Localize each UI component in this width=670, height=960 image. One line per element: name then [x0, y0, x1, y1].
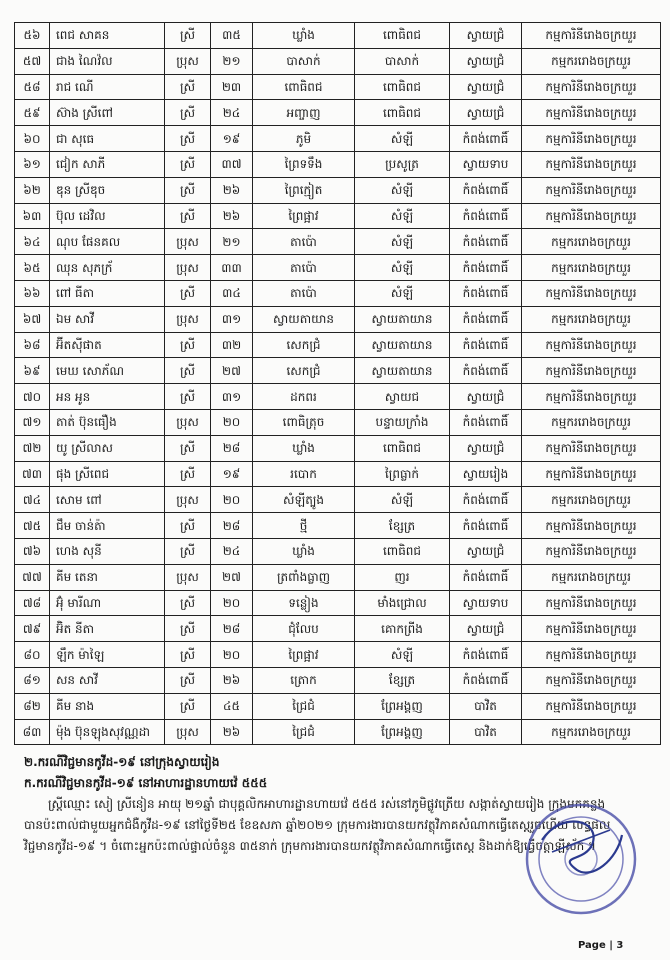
table-cell: ៦៣ — [15, 203, 50, 229]
table-row — [15, 203, 661, 229]
table-cell: ស្វាយតាយាន — [253, 306, 355, 332]
table-cell: ប្រុស — [165, 306, 211, 332]
table-cell: ជឹម ចាន់ត៉ា — [50, 513, 165, 539]
table-row — [15, 177, 661, 203]
table-cell: កម្មការិនីរោងចក្រយួរ — [522, 332, 661, 358]
table-row — [15, 23, 661, 49]
table-cell: ២៨ — [211, 616, 253, 642]
official-stamp — [522, 800, 640, 918]
table-cell: ស្រី — [165, 203, 211, 229]
table-cell: ស្រី — [165, 642, 211, 668]
section-heading: ២.ករណីវិជ្ជមានកូវីដ-១៩ នៅក្រុងស្វាយរៀង — [24, 755, 220, 769]
table-cell: កំពង់ពោធិ៍ — [450, 280, 522, 306]
table-cell: ៣១ — [211, 384, 253, 410]
table-cell: កម្មការិនីរោងចក្រយួរ — [522, 384, 661, 410]
table-cell: ៣៥ — [211, 23, 253, 49]
table-cell: ស្វាយជ្រំ — [450, 23, 522, 49]
table-cell: ពោធិពជ — [355, 74, 450, 100]
table-cell: ពោធិពជ — [355, 23, 450, 49]
table-cell: សំឡី — [355, 255, 450, 281]
table-cell: ឃ្លាំង — [253, 23, 355, 49]
table-cell: ស្វាយទាប — [450, 151, 522, 177]
table-cell: ៥៦ — [15, 23, 50, 49]
table-cell: កំពង់ពោធិ៍ — [450, 332, 522, 358]
table-cell: ស្វាយជ្រំ — [450, 538, 522, 564]
table-cell: ពោធិត្រុច — [253, 409, 355, 435]
table-cell: ៦៦ — [15, 280, 50, 306]
table-cell: ពៅ ធីតា — [50, 280, 165, 306]
table-cell: កម្មការិនីរោងចក្រយួរ — [522, 177, 661, 203]
table-cell: ៦៩ — [15, 358, 50, 384]
table-cell: កម្មការិនីរោងចក្រយួរ — [522, 616, 661, 642]
table-cell: ឃ្លាំង — [253, 538, 355, 564]
table-cell: ២៦ — [211, 203, 253, 229]
table-cell: ពេជ សាគន — [50, 23, 165, 49]
table-cell: កម្មកររោងចក្រយួរ — [522, 229, 661, 255]
table-cell: តាប៉ោ — [253, 280, 355, 306]
table-cell: ៣១ — [211, 306, 253, 332]
table-cell: ឃ្លាំង — [253, 435, 355, 461]
table-cell: របោក — [253, 461, 355, 487]
table-cell: កម្មកររោងចក្រយួរ — [522, 487, 661, 513]
table-cell: កម្មការិនីរោងចក្រយួរ — [522, 667, 661, 693]
table-cell: ស្វាយតាយាន — [355, 358, 450, 384]
table-cell: អញ្ចាញ — [253, 100, 355, 126]
table-cell: ស្វាយទាប — [450, 590, 522, 616]
table-cell: បាសាក់ — [355, 48, 450, 74]
table-cell: ២៣ — [211, 74, 253, 100]
table-cell: ៧១ — [15, 409, 50, 435]
table-cell: កំពង់ពោធិ៍ — [450, 203, 522, 229]
table-row — [15, 126, 661, 152]
table-row — [15, 255, 661, 281]
table-cell: កំពង់ពោធិ៍ — [450, 513, 522, 539]
table-cell: កម្មការិនីរោងចក្រយួរ — [522, 280, 661, 306]
table-cell: បាវិត — [450, 693, 522, 719]
table-cell: ២៧ — [211, 358, 253, 384]
table-cell: កម្មកររោងចក្រយួរ — [522, 409, 661, 435]
table-cell: ៨១ — [15, 667, 50, 693]
table-cell: តាត់ ប៊ុនធឿង — [50, 409, 165, 435]
table-cell: ពោធិពជ — [355, 100, 450, 126]
table-cell: ព្រែអង្គញ — [355, 719, 450, 745]
table-cell: ស្រី — [165, 177, 211, 203]
table-cell: ហេង សុនី — [50, 538, 165, 564]
table-cell: ៧៩ — [15, 616, 50, 642]
table-cell: សំឡី — [355, 642, 450, 668]
table-cell: ៧៤ — [15, 487, 50, 513]
table-row — [15, 616, 661, 642]
table-cell: កំពង់ពោធិ៍ — [450, 642, 522, 668]
table-body — [15, 23, 661, 745]
table-cell: ជាង ណៃវ៉ល — [50, 48, 165, 74]
table-cell: កម្មការិនីរោងចក្រយួរ — [522, 151, 661, 177]
table-cell: ២៨ — [211, 513, 253, 539]
table-cell: ប្រុស — [165, 255, 211, 281]
table-row — [15, 151, 661, 177]
table-cell: ថ្មី — [253, 513, 355, 539]
table-cell: កម្មការិនីរោងចក្រយួរ — [522, 461, 661, 487]
table-cell: ស្រី — [165, 23, 211, 49]
table-cell: បាសាក់ — [253, 48, 355, 74]
table-cell: ៣៣ — [211, 255, 253, 281]
table-cell: ស្រី — [165, 461, 211, 487]
table-row — [15, 461, 661, 487]
table-cell: ស្វាយជ្រំ — [450, 384, 522, 410]
table-cell: យូ ស្រីលាស — [50, 435, 165, 461]
table-cell: ព្រៃធ្លាក់ — [355, 461, 450, 487]
table-cell: ៦៨ — [15, 332, 50, 358]
table-cell: ២៤ — [211, 538, 253, 564]
table-cell: ៧០ — [15, 384, 50, 410]
case-paragraph: ស្ត្រីឈ្មោះ សៀ ស្រីនៀន អាយុ ២១ឆ្នាំ ជាបុគ្គលិកអាហារដ្ឋានហាយវ៉េ ៥៥៥ រស់នៅភូមិផ្លូវត្រើយ សង្កាត់ស្វាយរៀង ក្រុងមកគន្លងបានប៉ះពាល់ជាមួយអ្នកជំងឺកូវីដ-១៩ នៅថ្ងៃទី២៥ ខែឧសភា ឆ្នាំ២០២១ ក្រុមការងារបានយកវត្ថុវិភាគសំណាកធ្វើតេស្តរួចហើយ លទ្ធផលវិជ្ជមានកូវីដ-១៩ ។ ចំពោះអ្នកប៉ះពាល់ផ្ទាល់ចំនួន ៣៥នាក់ ក្រុមការងារបានយកវត្ថុវិភាគសំណាកធ្វើតេស្ត និងដាក់ឱ្យធ្វើចត្តាឡីស័ក ។ — [24, 797, 611, 853]
table-cell: ស៊ាង ស្រីពៅ — [50, 100, 165, 126]
table-cell: ២០ — [211, 487, 253, 513]
table-cell: កំពង់ពោធិ៍ — [450, 229, 522, 255]
table-cell: ពោធិពជ — [355, 538, 450, 564]
table-cell: ឡឹក ម៉ាឡៃ — [50, 642, 165, 668]
table-cell: ៧២ — [15, 435, 50, 461]
table-cell: គីម នាង — [50, 693, 165, 719]
table-cell: សេកជ្រំ — [253, 332, 355, 358]
table-cell: កម្មកររោងចក្រយួរ — [522, 564, 661, 590]
table-cell: ខ្សែត្រ — [355, 513, 450, 539]
table-cell: ស្រី — [165, 693, 211, 719]
page-number: Page | 3 — [578, 940, 624, 951]
table-cell: ញរ — [355, 564, 450, 590]
table-cell: មេឃ សោភ័ណ — [50, 358, 165, 384]
table-cell: កម្មការិនីរោងចក្រយួរ — [522, 590, 661, 616]
table-cell: សំឡី — [355, 280, 450, 306]
table-cell: ៦៥ — [15, 255, 50, 281]
table-cell: ២០ — [211, 642, 253, 668]
table-cell: ដកពរ — [253, 384, 355, 410]
table-cell: មាំងជ្រោល — [355, 590, 450, 616]
table-cell: កំពង់ពោធិ៍ — [450, 306, 522, 332]
table-cell: ៧៦ — [15, 538, 50, 564]
table-cell: ៦២ — [15, 177, 50, 203]
table-cell: សំឡី — [355, 229, 450, 255]
table-cell: ស្រី — [165, 100, 211, 126]
table-cell: ស្រី — [165, 616, 211, 642]
table-cell: ២៤ — [211, 100, 253, 126]
table-row — [15, 564, 661, 590]
table-cell: ជៀក សាភី — [50, 151, 165, 177]
table-cell: ២១ — [211, 48, 253, 74]
table-cell: កម្មកររោងចក្រយួរ — [522, 306, 661, 332]
table-cell: ប្រុស — [165, 409, 211, 435]
table-cell: ស្រី — [165, 126, 211, 152]
table-cell: កម្មការិនីរោងចក្រយួរ — [522, 513, 661, 539]
table-cell: ស្វាយជ — [355, 384, 450, 410]
table-cell: ប្រសូត្រ — [355, 151, 450, 177]
table-cell: ស្រី — [165, 538, 211, 564]
table-row — [15, 538, 661, 564]
table-cell: អ៊ុំ មារីណា — [50, 590, 165, 616]
table-row — [15, 590, 661, 616]
table-cell: ៥៧ — [15, 48, 50, 74]
table-cell: ស្រី — [165, 513, 211, 539]
table-cell: ២៨ — [211, 435, 253, 461]
table-cell: ស្រី — [165, 435, 211, 461]
table-cell: សេកជ្រំ — [253, 358, 355, 384]
table-cell: រាជ ណើ — [50, 74, 165, 100]
table-cell: ពោធិពជ — [253, 74, 355, 100]
table-cell: កម្មការិនីរោងចក្រយួរ — [522, 435, 661, 461]
table-cell: សំឡី — [355, 487, 450, 513]
table-cell: កំពង់ពោធិ៍ — [450, 126, 522, 152]
table-cell: ៦៧ — [15, 306, 50, 332]
table-cell: កម្មការិនីរោងចក្រយួរ — [522, 23, 661, 49]
table-cell: ព្រៃក្មៀត — [253, 177, 355, 203]
table-cell: ស្វាយតាយាន — [355, 306, 450, 332]
table-cell: កំពង់ពោធិ៍ — [450, 667, 522, 693]
table-cell: សំឡី — [355, 177, 450, 203]
table-row — [15, 667, 661, 693]
table-cell: ៧៧ — [15, 564, 50, 590]
table-cell: ៧៨ — [15, 590, 50, 616]
table-cell: ឈុន សុភក្រ័ — [50, 255, 165, 281]
table-cell: ព្រែអង្គញ — [355, 693, 450, 719]
table-row — [15, 306, 661, 332]
table-cell: ត្រោក — [253, 667, 355, 693]
table-cell: ឯម សាវី — [50, 306, 165, 332]
table-cell: ៦០ — [15, 126, 50, 152]
table-cell: ២៧ — [211, 564, 253, 590]
table-cell: ៣៤ — [211, 280, 253, 306]
table-row — [15, 435, 661, 461]
table-cell: កម្មការិនីរោងចក្រយួរ — [522, 203, 661, 229]
table-cell: ស្រី — [165, 358, 211, 384]
table-cell: ២០ — [211, 409, 253, 435]
table-cell: ពោធិពជ — [355, 435, 450, 461]
table-cell: ៣២ — [211, 332, 253, 358]
table-cell: ជុំលែប — [253, 616, 355, 642]
table-cell: ៥៨ — [15, 74, 50, 100]
table-cell: ប្រុស — [165, 48, 211, 74]
table-cell: ៧៥ — [15, 513, 50, 539]
table-cell: សោម ពៅ — [50, 487, 165, 513]
table-row — [15, 280, 661, 306]
table-cell: សំឡីត្បូង — [253, 487, 355, 513]
table-cell: ត្រពាំងធ្លាញ — [253, 564, 355, 590]
table-row — [15, 358, 661, 384]
table-cell: កម្មការិនីរោងចក្រយួរ — [522, 642, 661, 668]
table-cell: ១៩ — [211, 461, 253, 487]
table-cell: ជ្រៃជំ — [253, 719, 355, 745]
table-cell: ២១ — [211, 229, 253, 255]
table-cell: កំពង់ពោធិ៍ — [450, 487, 522, 513]
table-cell: ស្វាយជ្រំ — [450, 100, 522, 126]
table-cell: កម្មកររោងចក្រយួរ — [522, 255, 661, 281]
table-cell: ខ្សែត្រ — [355, 667, 450, 693]
subsection-heading: ក.ករណីវិជ្ជមានកូវីដ-១៩ នៅអាហារដ្ឋានហាយវ៉េ ៥៥៥ — [24, 776, 268, 790]
table-cell: ស្រី — [165, 74, 211, 100]
table-cell: កំពង់ពោធិ៍ — [450, 358, 522, 384]
table-cell: ១៩ — [211, 126, 253, 152]
table-row — [15, 513, 661, 539]
table-cell: អ៊ីតស៊ីផាត — [50, 332, 165, 358]
table-cell: ភូមិ — [253, 126, 355, 152]
table-cell: កំពង់ពោធិ៍ — [450, 409, 522, 435]
table-cell: កម្មការិនីរោងចក្រយួរ — [522, 74, 661, 100]
table-cell: ស្រី — [165, 384, 211, 410]
table-cell: គោកព្រីង — [355, 616, 450, 642]
table-cell: ប្រុស — [165, 229, 211, 255]
table-cell: ជា សុធេ — [50, 126, 165, 152]
table-cell: ស្វាយជ្រំ — [450, 435, 522, 461]
table-row — [15, 74, 661, 100]
table-cell: ប្រុស — [165, 487, 211, 513]
table-cell: កំពង់ពោធិ៍ — [450, 564, 522, 590]
table-cell: ស្រី — [165, 151, 211, 177]
table-cell: ព្រៃទទឹង — [253, 151, 355, 177]
table-cell: អ៊ិត នីតា — [50, 616, 165, 642]
table-cell: កំពង់ពោធិ៍ — [450, 177, 522, 203]
table-row — [15, 409, 661, 435]
table-cell: ស្វាយតាយាន — [355, 332, 450, 358]
table-cell: ឌុន ស្រីឌុច — [50, 177, 165, 203]
table-row — [15, 229, 661, 255]
table-cell: សន សាវី — [50, 667, 165, 693]
table-cell: ព្រៃផ្អាវ — [253, 203, 355, 229]
table-cell: កំពង់ពោធិ៍ — [450, 255, 522, 281]
table-cell: បន្ទាយក្រាំង — [355, 409, 450, 435]
table-cell: ម៉ុង ប៊ុនឡុងសុវណ្ណដា — [50, 719, 165, 745]
table-cell: កម្មការិនីរោងចក្រយួរ — [522, 126, 661, 152]
table-row — [15, 332, 661, 358]
table-row — [15, 384, 661, 410]
table-cell: ៧៣ — [15, 461, 50, 487]
table-cell: កម្មការិនីរោងចក្រយួរ — [522, 538, 661, 564]
table-cell: ស្វាយជ្រំ — [450, 74, 522, 100]
table-cell: កម្មការិនីរោងចក្រយួរ — [522, 693, 661, 719]
table-cell: កម្មការិនីរោងចក្រយួរ — [522, 100, 661, 126]
table-cell: ប្រុស — [165, 719, 211, 745]
table-cell: ៨៣ — [15, 719, 50, 745]
table-cell: សំឡី — [355, 203, 450, 229]
table-cell: ស្វាយជ្រំ — [450, 48, 522, 74]
table-cell: ស្រី — [165, 332, 211, 358]
table-row — [15, 719, 661, 745]
table-row — [15, 100, 661, 126]
table-cell: ផុង ស្រីពេជ — [50, 461, 165, 487]
table-cell: ទន្លៀង — [253, 590, 355, 616]
table-cell: ២៦ — [211, 719, 253, 745]
table-cell: ជ្រៃជំ — [253, 693, 355, 719]
table-cell: កម្មកររោងចក្រយួរ — [522, 48, 661, 74]
table-cell: ៤៥ — [211, 693, 253, 719]
table-cell: ៨០ — [15, 642, 50, 668]
table-cell: ព្រៃផ្អាវ — [253, 642, 355, 668]
table-cell: ៨២ — [15, 693, 50, 719]
table-cell: ៥៩ — [15, 100, 50, 126]
table-cell: ស្វាយជ្រំ — [450, 616, 522, 642]
table-cell: ២៦ — [211, 177, 253, 203]
table-cell: ២០ — [211, 590, 253, 616]
table-cell: ប្រុស — [165, 564, 211, 590]
patient-list-table — [14, 22, 661, 745]
table-cell: អន អូន — [50, 384, 165, 410]
table-cell: ៦១ — [15, 151, 50, 177]
table-cell: កម្មកររោងចក្រយួរ — [522, 719, 661, 745]
table-cell: បាវិត — [450, 719, 522, 745]
table-cell: គីម តេនា — [50, 564, 165, 590]
table-cell: សំឡី — [355, 126, 450, 152]
table-row — [15, 487, 661, 513]
table-row — [15, 642, 661, 668]
table-cell: តាប៉ោ — [253, 255, 355, 281]
table-cell: ប៊ុល ដេវិល — [50, 203, 165, 229]
table-cell: កម្មការិនីរោងចក្រយួរ — [522, 358, 661, 384]
table-cell: ណុប ផែនគល — [50, 229, 165, 255]
table-cell: ស្វាយរៀង — [450, 461, 522, 487]
table-row — [15, 48, 661, 74]
table-cell: ២៦ — [211, 667, 253, 693]
table-cell: ស្រី — [165, 667, 211, 693]
table-cell: ៦៤ — [15, 229, 50, 255]
table-cell: តាប៉ោ — [253, 229, 355, 255]
table-row — [15, 693, 661, 719]
table-cell: ស្រី — [165, 590, 211, 616]
table-cell: ៣៧ — [211, 151, 253, 177]
table-cell: ស្រី — [165, 280, 211, 306]
